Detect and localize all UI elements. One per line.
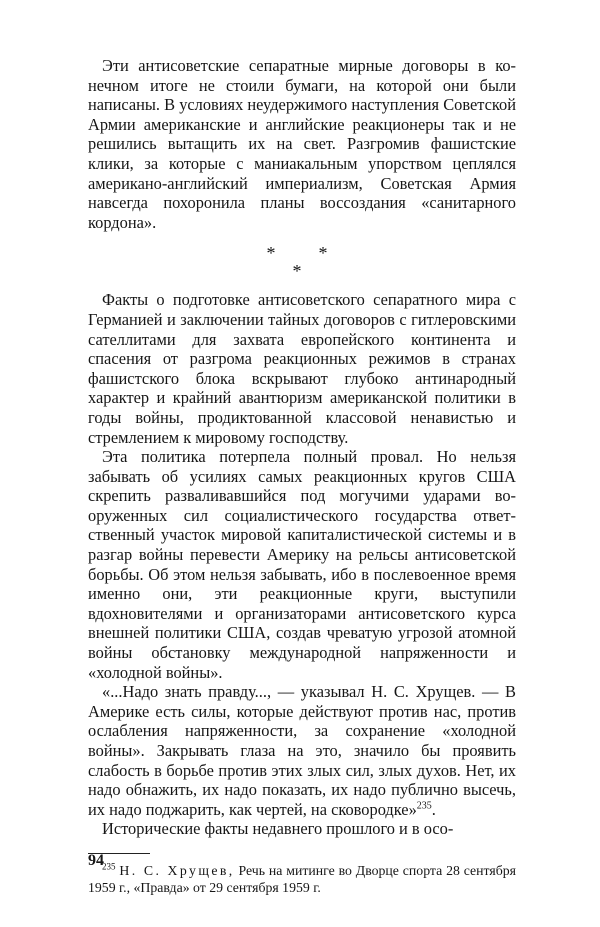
footnote-author: Н. С. Хрущев, bbox=[119, 862, 235, 878]
footnote-reference: 235 bbox=[416, 800, 432, 812]
page-body bbox=[88, 56, 516, 896]
paragraph-2: Факты о подготовке антисоветского сепаратного мира с Германией и заключении тайных договоров с гитлеровскими сателлитами для захвата европейского континента и спасения от разгрома реакционных режимов в странах фашистского блока вскрывают глубоко антинародный характер и крайний авантюризм американской политики в годы войны, продиктованной классовой ненавистью и стремлением к мировому господству. bbox=[88, 290, 516, 447]
quote-text: «...Надо знать правду..., — указывал Н. С. Хрущев. — В Америке есть силы, которые действуют против нас, против ослабления напряженности, за сохранение «холодной войны». Закрывать глаза на это, значило бы проявить слабость в борьбе против этих злых сил, злых духов. Нет, их надо обнажить, их надо показать, их надо публично высечь, их надо поджарить, как чертей, на сковородке» bbox=[88, 682, 516, 819]
paragraph-5: Исторические факты недавнего прошлого и в осо- bbox=[102, 819, 454, 839]
separator-asterisk-bottom: * bbox=[292, 261, 302, 282]
footnote-mark: 235 bbox=[102, 861, 116, 872]
paragraph-4-quote bbox=[88, 682, 516, 819]
section-separator bbox=[88, 240, 516, 284]
paragraph-1: Эти антисоветские сепаратные мирные договоры в конечном итоге не стоили бумаги, на которой они были написаны. В условиях неудержимого наступления Советской Армии американские и английские реакционеры так и не решились вытащить их на свет. Разгромив фашистские клики, за которые с маниакальным упорством цеплялся американо-английский империализм, Советская Армия навсегда похоронила планы воссоздания «санитарного кордона». bbox=[88, 56, 516, 232]
paragraph-3: Эта политика потерпела полный провал. Но нельзя забывать об усилиях самых реакционных кругов США скрепить разваливавшийся под могучими ударами вооруженных сил социалистического государства ответственный участок мировой капиталистической системы и в разгар войны перевести Америку на рельсы антисоветской борьбы. Об этом нельзя забывать, ибо в послевоенное время именно они, эти реакционные круги, выступили вдохновителями и организаторами антисоветского курса внешней политики США, создав чреватую угрозой атомной войны обстановку международной напряженности и «холодной войны». bbox=[88, 447, 516, 682]
quote-end: . bbox=[431, 799, 436, 819]
separator-asterisk-right: * bbox=[318, 243, 328, 264]
separator-asterisk-left: * bbox=[266, 243, 276, 264]
footnote-text: Речь на митинге во Дворце спорта 28 сентября 1959 г., «Правда» от 29 сентября 1959 г. bbox=[88, 862, 517, 895]
page-number: 94 bbox=[88, 852, 104, 869]
footnote bbox=[88, 862, 516, 896]
